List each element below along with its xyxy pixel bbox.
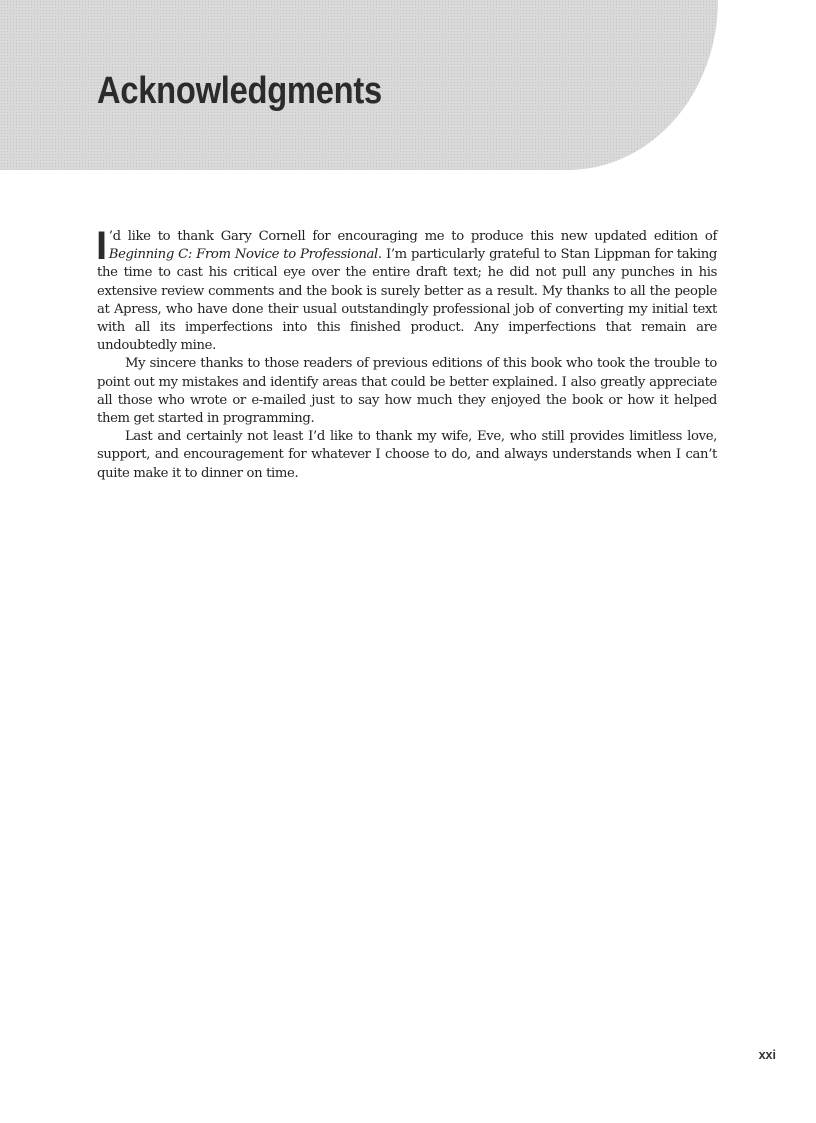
paragraph-2: My sincere thanks to those readers of previous editions of this book who took the trouble to point out my mistakes and identify areas that could be better explained. I also greatly appreciate all those who wrote or e-mailed just to say how much they enjoyed the book or how it helped them get started in programming.: [97, 356, 717, 427]
paragraph-3: Last and certainly not least I’d like to thank my wife, Eve, who still provides limitless love, support, and encouragement for whatever I choose to do, and always understands when I can’t quite make it to dinner on time.: [97, 429, 717, 481]
page-number: xxi: [758, 1048, 776, 1062]
paragraph-1: [96, 224, 717, 355]
paragraph-1-text-a: ’d like to thank Gary Cornell for encouraging me to produce this new updated edition of: [108, 229, 717, 244]
chapter-title: Acknowledgments: [97, 70, 382, 112]
drop-cap: I: [96, 224, 107, 268]
paragraph-1-text-b: . I’m particularly grateful to Stan Lippman for taking the time to cast his critical eye over the entire draft text; he did not pull any punches in his extensive review comments and the book is surely better as a result. My thanks to all the people at Apress, who have done their usual outstandingly professional job of converting my initial text with all its imperfections into this finished product. Any imperfections that remain are undoubtedly mine.: [97, 247, 717, 354]
acknowledgments-body: [96, 224, 717, 483]
book-title: Beginning C: From Novice to Professional: [108, 247, 378, 263]
